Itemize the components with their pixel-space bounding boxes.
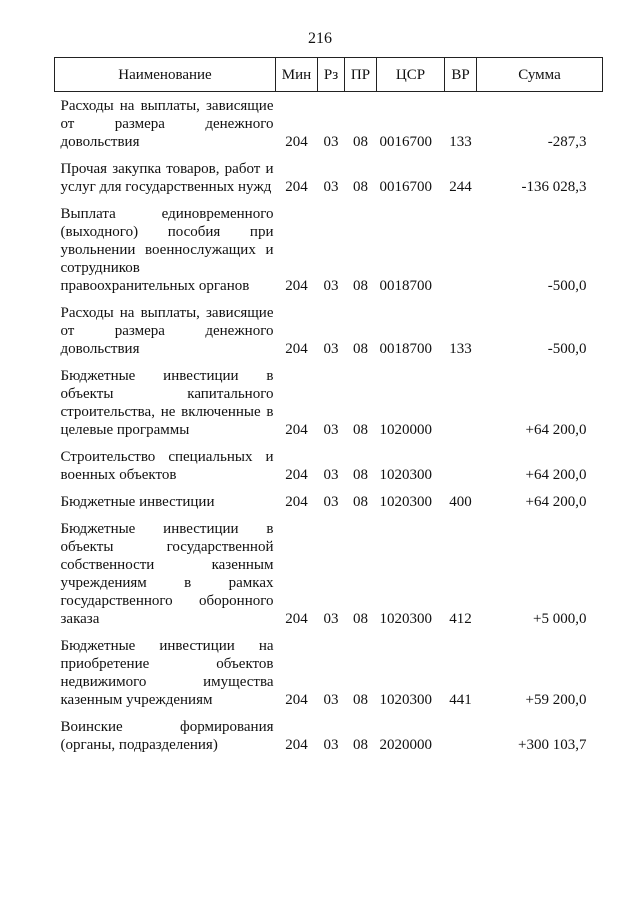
cell-min: 204 <box>285 341 308 357</box>
cell-pr: 08 <box>353 494 368 510</box>
table-header-row <box>55 58 603 92</box>
table-row <box>55 358 603 439</box>
cell-pr: 08 <box>353 341 368 357</box>
cell-sum: -136 028,3 <box>521 179 587 195</box>
cell-min: 204 <box>285 278 308 294</box>
cell-rz: 03 <box>323 278 339 294</box>
header-vr: ВР <box>445 58 477 92</box>
table-row <box>55 484 603 511</box>
cell-min: 204 <box>285 611 308 627</box>
cell-vr: 133 <box>449 341 472 357</box>
header-csr: ЦСР <box>377 58 445 92</box>
cell-name: Бюджетные инвестиции на приобретение объектов недвижимого имущества казенным учреждениям <box>60 638 274 708</box>
cell-sum: +64 200,0 <box>525 422 587 438</box>
cell-vr: 133 <box>449 134 472 150</box>
cell-name: Строительство специальных и военных объектов <box>60 449 274 483</box>
cell-rz: 03 <box>323 134 339 150</box>
header-rz: Рз <box>318 58 345 92</box>
cell-name: Расходы на выплаты, зависящие от размера денежного довольствия <box>60 98 274 150</box>
cell-rz: 03 <box>323 611 339 627</box>
cell-pr: 08 <box>353 467 368 483</box>
table-row <box>55 628 603 709</box>
cell-name: Бюджетные инвестиции <box>60 494 215 510</box>
budget-table <box>54 57 603 754</box>
header-name: Наименование <box>55 58 276 92</box>
cell-sum: -287,3 <box>547 134 587 150</box>
cell-csr: 1020300 <box>379 494 432 510</box>
cell-min: 204 <box>285 737 308 753</box>
cell-pr: 08 <box>353 611 368 627</box>
cell-vr: 441 <box>449 692 472 708</box>
cell-pr: 08 <box>353 737 368 753</box>
table-row <box>55 439 603 484</box>
cell-rz: 03 <box>323 737 339 753</box>
cell-name: Расходы на выплаты, зависящие от размера денежного довольствия <box>60 305 274 357</box>
cell-csr: 0016700 <box>379 134 432 150</box>
cell-name: Бюджетные инвестиции в объекты капитального строительства, не включенные в целевые программы <box>60 368 274 438</box>
cell-vr <box>445 709 477 754</box>
cell-vr <box>445 196 477 295</box>
cell-rz: 03 <box>323 692 339 708</box>
cell-name: Выплата единовременного (выходного) пособия при увольнении военнослужащих и сотрудников правоохранительных органов <box>60 206 274 294</box>
cell-csr: 0018700 <box>379 278 432 294</box>
cell-sum: +300 103,7 <box>518 737 587 753</box>
cell-sum: +59 200,0 <box>525 692 587 708</box>
cell-pr: 08 <box>353 134 368 150</box>
cell-csr: 1020300 <box>379 692 432 708</box>
cell-pr: 08 <box>353 692 368 708</box>
cell-vr <box>445 358 477 439</box>
cell-rz: 03 <box>323 494 339 510</box>
header-pr: ПР <box>345 58 377 92</box>
table-row <box>55 151 603 196</box>
cell-vr: 244 <box>449 179 472 195</box>
table-row <box>55 295 603 358</box>
cell-min: 204 <box>285 422 308 438</box>
header-min: Мин <box>276 58 318 92</box>
cell-csr: 0016700 <box>379 179 432 195</box>
table-row <box>55 92 603 152</box>
cell-rz: 03 <box>323 467 339 483</box>
cell-name: Воинские формирования (органы, подразделения) <box>60 719 274 753</box>
table-row <box>55 511 603 628</box>
table-row <box>55 196 603 295</box>
cell-rz: 03 <box>323 179 339 195</box>
cell-min: 204 <box>285 467 308 483</box>
cell-vr: 412 <box>449 611 472 627</box>
header-sum: Сумма <box>477 58 603 92</box>
cell-rz: 03 <box>323 422 339 438</box>
page-number: 216 <box>308 30 332 47</box>
cell-csr: 0018700 <box>379 341 432 357</box>
cell-sum: +64 200,0 <box>525 467 587 483</box>
cell-csr: 1020300 <box>379 611 432 627</box>
cell-sum: -500,0 <box>547 278 587 294</box>
cell-pr: 08 <box>353 179 368 195</box>
cell-name: Бюджетные инвестиции в объекты государственной собственности казенным учреждениям в рамках государственного оборонного заказа <box>60 521 274 627</box>
cell-vr: 400 <box>449 494 472 510</box>
cell-csr: 1020000 <box>379 422 432 438</box>
cell-sum: +64 200,0 <box>525 494 587 510</box>
cell-pr: 08 <box>353 278 368 294</box>
cell-vr <box>445 439 477 484</box>
cell-min: 204 <box>285 134 308 150</box>
cell-min: 204 <box>285 494 308 510</box>
cell-csr: 1020300 <box>379 467 432 483</box>
cell-sum: +5 000,0 <box>533 611 587 627</box>
cell-sum: -500,0 <box>547 341 587 357</box>
cell-name: Прочая закупка товаров, работ и услуг для государственных нужд <box>60 161 274 195</box>
table-row <box>55 709 603 754</box>
cell-pr: 08 <box>353 422 368 438</box>
cell-min: 204 <box>285 692 308 708</box>
cell-rz: 03 <box>323 341 339 357</box>
cell-min: 204 <box>285 179 308 195</box>
cell-csr: 2020000 <box>379 737 432 753</box>
